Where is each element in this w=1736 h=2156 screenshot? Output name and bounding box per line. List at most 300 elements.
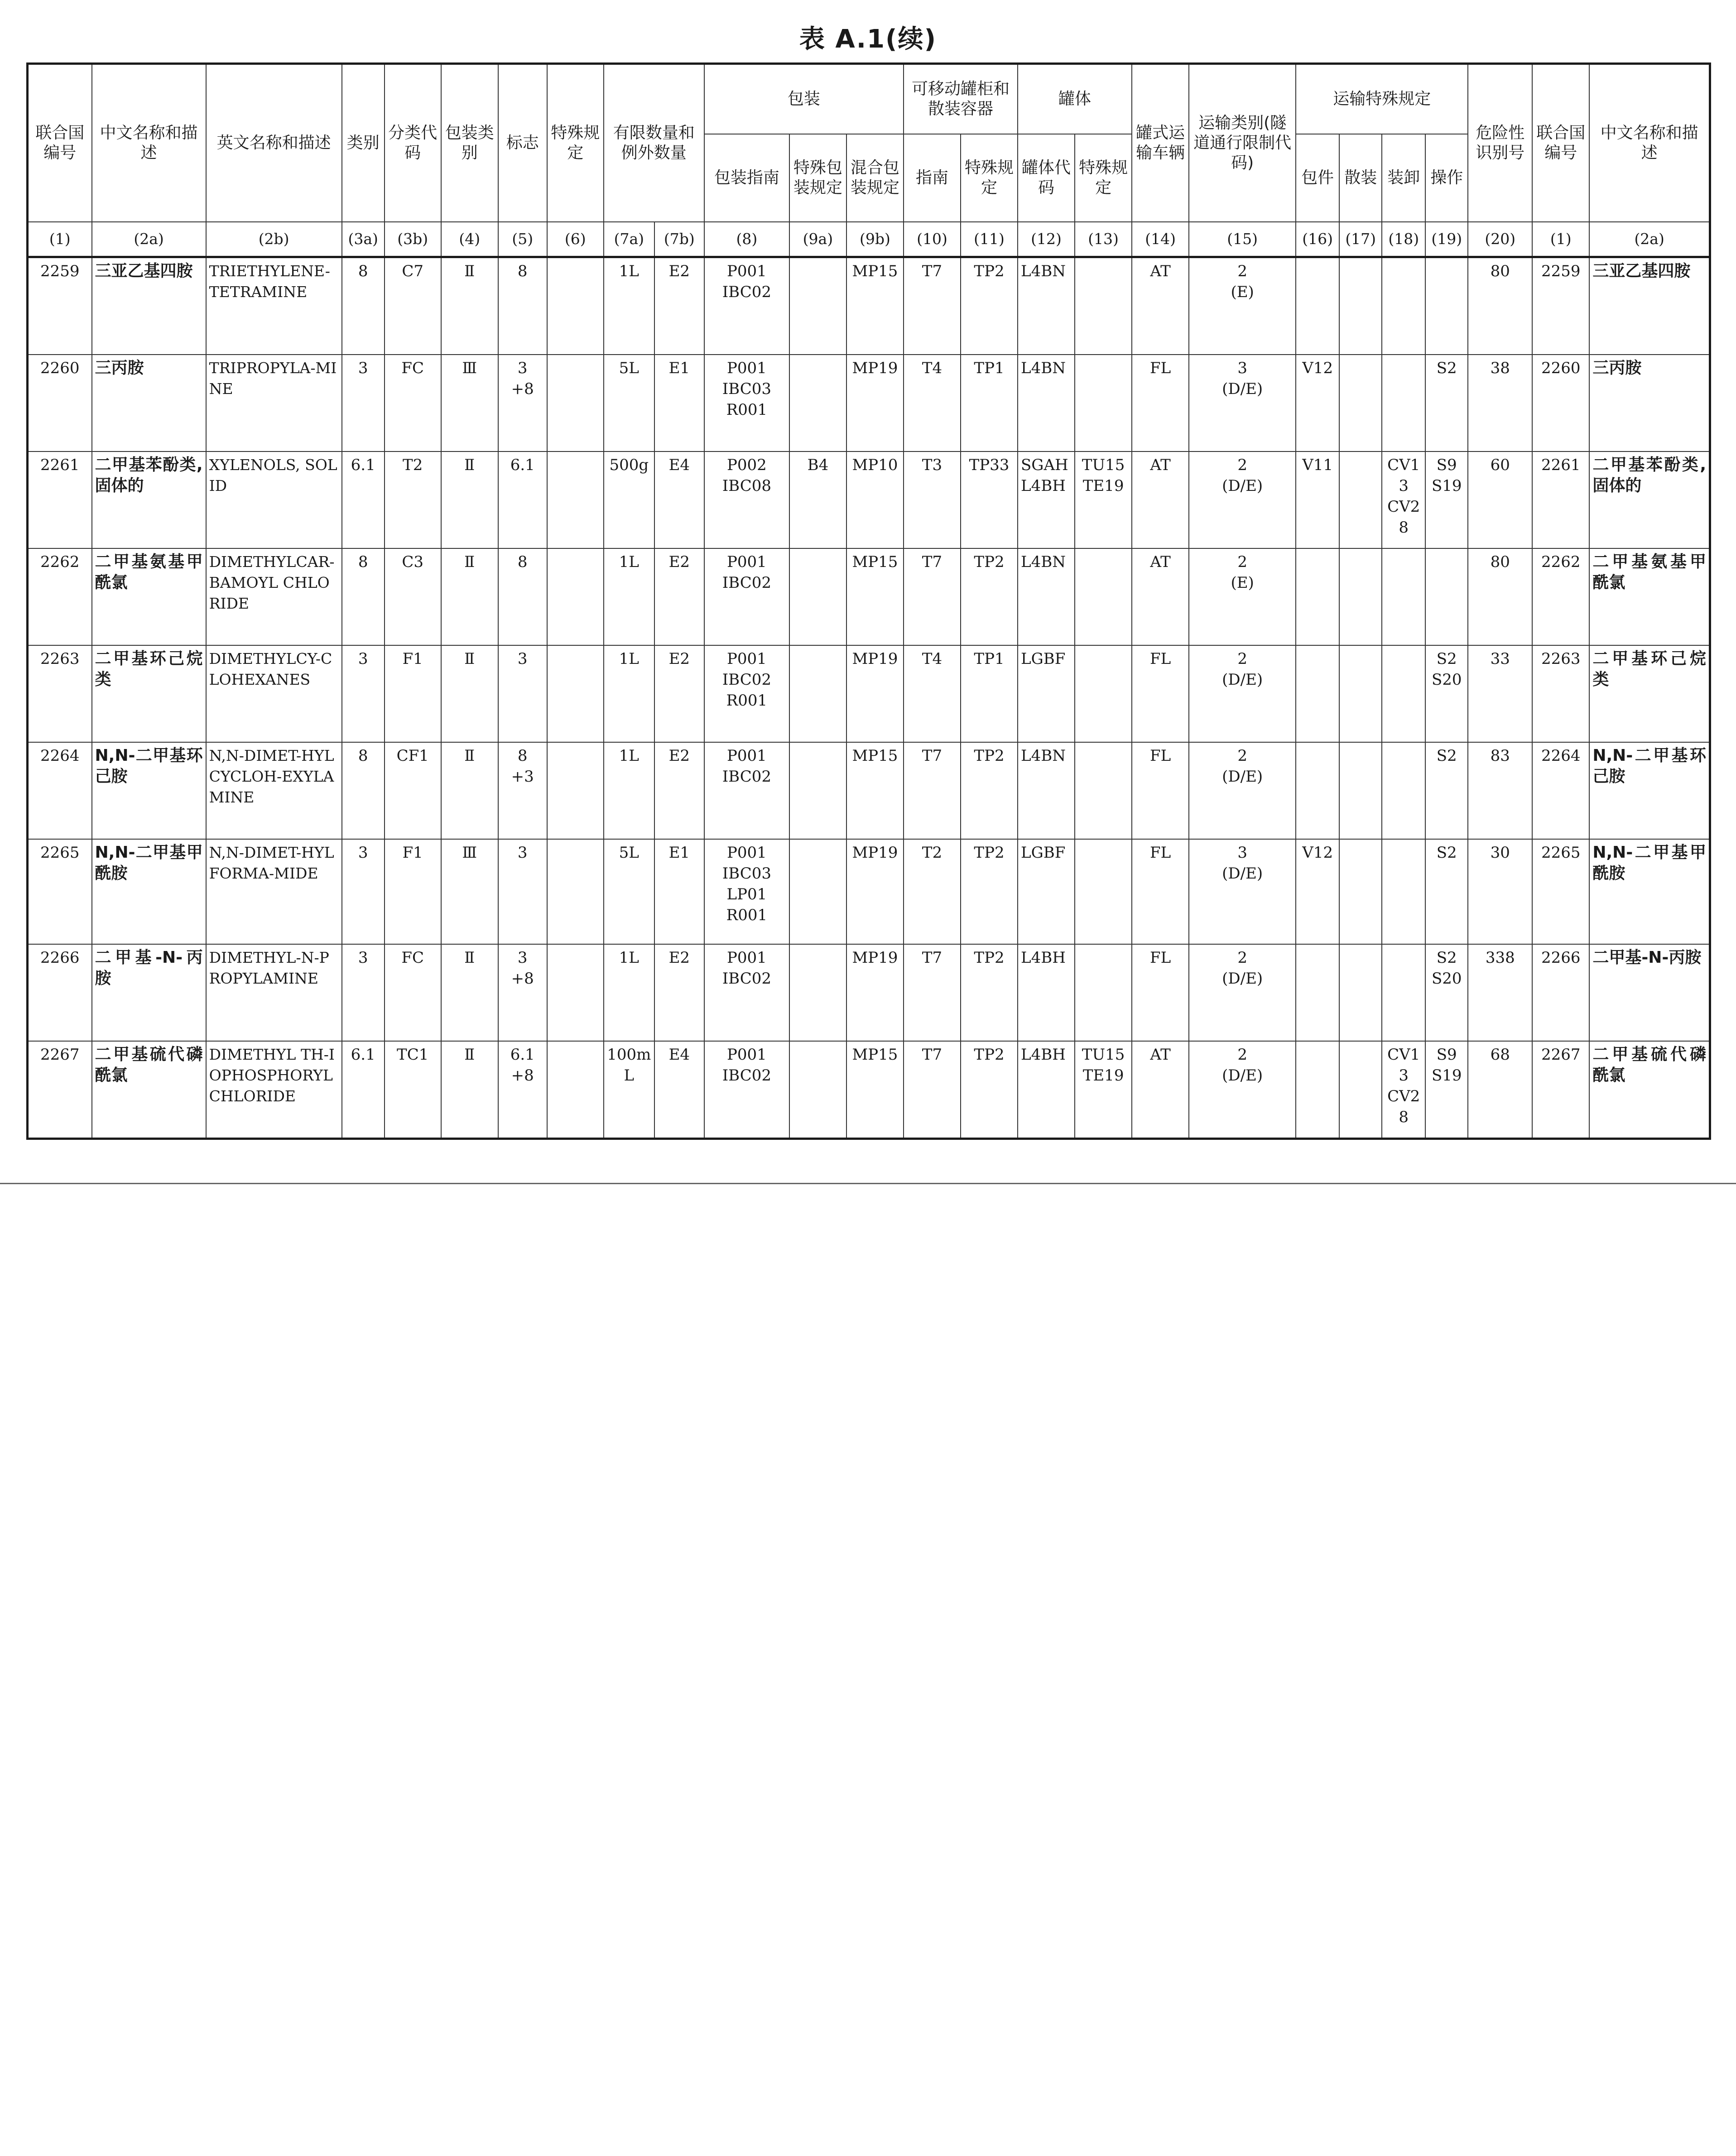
name-zh-cell: 二甲基环己烷类 [92,645,206,742]
mixed-pack-cell: MP15 [846,257,904,355]
tank-special-cell [1075,645,1132,742]
ts-loading-cell [1382,257,1425,355]
header-un-no-repeat: 联合国编号 [1532,64,1589,222]
ts-bulk-cell [1339,645,1382,742]
table-body [28,257,1710,1139]
excepted-qty-cell: E2 [654,645,704,742]
name-en-cell: DIMETHYL-N-PROPYLAMINE [206,944,342,1041]
mixed-pack-cell: MP15 [846,742,904,839]
un-no-cell: 2261 [28,451,92,548]
hazard-id-cell: 80 [1468,548,1532,645]
header-tank-special: 特殊规定 [1075,134,1132,222]
ts-bulk-cell [1339,944,1382,1041]
special-provisions-cell [547,451,604,548]
transport-category-cell: 2 (D/E) [1189,645,1296,742]
mixed-pack-cell: MP19 [846,645,904,742]
header-portable-tank: 可移动罐柜和散装容器 [904,64,1018,134]
un-no-cell: 2264 [28,742,92,839]
header-ts-bulk: 散装 [1339,134,1382,222]
excepted-qty-cell: E4 [654,1041,704,1139]
header-pt-instruction: 指南 [904,134,961,222]
col-number: (8) [704,222,789,257]
tank-special-cell [1075,839,1132,944]
hazard-id-cell: 80 [1468,257,1532,355]
name-zh-cell: 二甲基氨基甲酰氯 [92,548,206,645]
pt-instruction-cell: T7 [904,944,961,1041]
pt-instruction-cell: T7 [904,1041,961,1139]
transport-category-cell: 2 (E) [1189,257,1296,355]
header-special-provisions: 特殊规定 [547,64,604,222]
pack-instruction-cell: P001 IBC02 [704,548,789,645]
pt-instruction-cell: T7 [904,742,961,839]
class-code-cell: F1 [385,645,441,742]
packing-group-cell: Ⅱ [441,944,498,1041]
ts-package-cell [1296,548,1339,645]
pack-special-cell [789,944,846,1041]
tank-special-cell [1075,742,1132,839]
limited-qty-cell: 1L [604,548,654,645]
tank-vehicle-cell: AT [1132,1041,1189,1139]
name-en-cell: XYLENOLS, SOLID [206,451,342,548]
pack-instruction-cell: P001 IBC02 [704,944,789,1041]
ts-package-cell: V11 [1296,451,1339,548]
table-row [28,839,1710,944]
ts-operation-cell [1425,257,1468,355]
transport-category-cell: 2 (D/E) [1189,451,1296,548]
ts-package-cell [1296,257,1339,355]
name-zh-repeat-cell: 三亚乙基四胺 [1589,257,1710,355]
col-number: (11) [961,222,1018,257]
mixed-pack-cell: MP15 [846,1041,904,1139]
header-transport-category: 运输类别(隧道通行限制代码) [1189,64,1296,222]
col-number: (10) [904,222,961,257]
pack-special-cell: B4 [789,451,846,548]
labels-cell: 3 +8 [498,944,547,1041]
special-provisions-cell [547,355,604,451]
ts-bulk-cell [1339,742,1382,839]
pt-special-cell: TP1 [961,645,1018,742]
labels-cell: 3 [498,645,547,742]
mixed-pack-cell: MP19 [846,355,904,451]
class-cell: 6.1 [342,1041,385,1139]
col-number: (7a) [604,222,654,257]
hazard-id-cell: 33 [1468,645,1532,742]
excepted-qty-cell: E1 [654,355,704,451]
labels-cell: 3 +8 [498,355,547,451]
pack-instruction-cell: P001 IBC03 R001 [704,355,789,451]
un-no-cell: 2262 [28,548,92,645]
limited-qty-cell: 100mL [604,1041,654,1139]
col-number: (17) [1339,222,1382,257]
limited-qty-cell: 1L [604,645,654,742]
hazard-id-cell: 30 [1468,839,1532,944]
header-row-column-numbers [28,222,1710,257]
special-provisions-cell [547,548,604,645]
col-number: (4) [441,222,498,257]
ts-loading-cell [1382,548,1425,645]
pt-special-cell: TP2 [961,944,1018,1041]
class-code-cell: F1 [385,839,441,944]
mixed-pack-cell: MP19 [846,944,904,1041]
tank-code-cell: L4BN [1018,355,1075,451]
tank-code-cell: LGBF [1018,839,1075,944]
col-number: (7b) [654,222,704,257]
tank-special-cell [1075,548,1132,645]
pack-instruction-cell: P001 IBC02 [704,742,789,839]
header-ts-operation: 操作 [1425,134,1468,222]
col-number: (15) [1189,222,1296,257]
name-zh-repeat-cell: 二甲基硫代磷酰氯 [1589,1041,1710,1139]
name-zh-cell: 三丙胺 [92,355,206,451]
pack-special-cell [789,839,846,944]
header-ts-loading: 装卸 [1382,134,1425,222]
un-no-repeat-cell: 2263 [1532,645,1589,742]
name-zh-cell: N,N-二甲基环己胺 [92,742,206,839]
un-no-cell: 2260 [28,355,92,451]
class-cell: 3 [342,944,385,1041]
header-name-zh-repeat: 中文名称和描述 [1589,64,1710,222]
col-number: (13) [1075,222,1132,257]
header-mixed-pack: 混合包装规定 [846,134,904,222]
col-number: (1) [1532,222,1589,257]
packing-group-cell: Ⅱ [441,548,498,645]
class-cell: 3 [342,839,385,944]
tank-code-cell: L4BN [1018,257,1075,355]
table-row [28,355,1710,451]
page-divider-line [0,1183,1736,1184]
tank-code-cell: L4BN [1018,548,1075,645]
ts-bulk-cell [1339,839,1382,944]
limited-qty-cell: 500g [604,451,654,548]
labels-cell: 3 [498,839,547,944]
special-provisions-cell [547,1041,604,1139]
col-number: (6) [547,222,604,257]
class-cell: 6.1 [342,451,385,548]
ts-operation-cell [1425,548,1468,645]
un-no-cell: 2266 [28,944,92,1041]
limited-qty-cell: 5L [604,355,654,451]
header-name-zh: 中文名称和描述 [92,64,206,222]
class-code-cell: FC [385,355,441,451]
tank-vehicle-cell: AT [1132,257,1189,355]
dangerous-goods-table [26,62,1711,1140]
ts-package-cell [1296,645,1339,742]
excepted-qty-cell: E1 [654,839,704,944]
pt-instruction-cell: T2 [904,839,961,944]
name-en-cell: DIMETHYLCY-CLOHEXANES [206,645,342,742]
ts-loading-cell [1382,839,1425,944]
name-en-cell: TRIETHYLENE-TETRAMINE [206,257,342,355]
ts-loading-cell [1382,355,1425,451]
class-code-cell: T2 [385,451,441,548]
transport-category-cell: 2 (D/E) [1189,944,1296,1041]
ts-bulk-cell [1339,257,1382,355]
ts-loading-cell [1382,645,1425,742]
table-row [28,742,1710,839]
header-pt-special: 特殊规定 [961,134,1018,222]
tank-vehicle-cell: FL [1132,839,1189,944]
un-no-repeat-cell: 2260 [1532,355,1589,451]
ts-package-cell [1296,742,1339,839]
special-provisions-cell [547,645,604,742]
col-number: (16) [1296,222,1339,257]
un-no-cell: 2265 [28,839,92,944]
ts-bulk-cell [1339,1041,1382,1139]
header-tank-code: 罐体代码 [1018,134,1075,222]
ts-operation-cell: S2 [1425,355,1468,451]
transport-category-cell: 3 (D/E) [1189,839,1296,944]
pt-special-cell: TP2 [961,742,1018,839]
un-no-cell: 2259 [28,257,92,355]
ts-operation-cell: S9 S19 [1425,451,1468,548]
header-row-top [28,64,1710,134]
table-row [28,944,1710,1041]
table-row [28,548,1710,645]
packing-group-cell: Ⅱ [441,645,498,742]
un-no-repeat-cell: 2261 [1532,451,1589,548]
un-no-cell: 2263 [28,645,92,742]
labels-cell: 6.1 [498,451,547,548]
hazard-id-cell: 68 [1468,1041,1532,1139]
pack-instruction-cell: P001 IBC02 [704,257,789,355]
ts-operation-cell: S2 S20 [1425,645,1468,742]
transport-category-cell: 2 (D/E) [1189,1041,1296,1139]
table-row [28,451,1710,548]
class-code-cell: CF1 [385,742,441,839]
mixed-pack-cell: MP19 [846,839,904,944]
excepted-qty-cell: E4 [654,451,704,548]
table-row [28,645,1710,742]
col-number: (12) [1018,222,1075,257]
ts-package-cell [1296,944,1339,1041]
packing-group-cell: Ⅲ [441,355,498,451]
name-zh-repeat-cell: N,N-二甲基环己胺 [1589,742,1710,839]
pt-special-cell: TP2 [961,257,1018,355]
pt-special-cell: TP1 [961,355,1018,451]
packing-group-cell: Ⅱ [441,451,498,548]
tank-vehicle-cell: FL [1132,645,1189,742]
header-un-no: 联合国编号 [28,64,92,222]
pt-special-cell: TP33 [961,451,1018,548]
mixed-pack-cell: MP15 [846,548,904,645]
packing-group-cell: Ⅱ [441,742,498,839]
header-class-code: 分类代码 [385,64,441,222]
table-row [28,1041,1710,1139]
pt-instruction-cell: T4 [904,355,961,451]
col-number: (2a) [92,222,206,257]
col-number: (18) [1382,222,1425,257]
special-provisions-cell [547,839,604,944]
dangerous-goods-table-wrapper [26,62,1711,1140]
col-number: (2a) [1589,222,1710,257]
transport-category-cell: 2 (D/E) [1189,742,1296,839]
labels-cell: 8 [498,257,547,355]
header-hazard-id: 危险性识别号 [1468,64,1532,222]
name-zh-repeat-cell: N,N-二甲基甲酰胺 [1589,839,1710,944]
un-no-repeat-cell: 2262 [1532,548,1589,645]
class-cell: 3 [342,355,385,451]
tank-vehicle-cell: FL [1132,355,1189,451]
tank-vehicle-cell: FL [1132,944,1189,1041]
tank-vehicle-cell: AT [1132,451,1189,548]
limited-qty-cell: 5L [604,839,654,944]
hazard-id-cell: 60 [1468,451,1532,548]
name-zh-cell: 三亚乙基四胺 [92,257,206,355]
col-number: (14) [1132,222,1189,257]
pt-special-cell: TP2 [961,839,1018,944]
pack-special-cell [789,742,846,839]
name-en-cell: TRIPROPYLA-MINE [206,355,342,451]
pt-instruction-cell: T7 [904,548,961,645]
ts-bulk-cell [1339,548,1382,645]
ts-loading-cell: CV13 CV28 [1382,451,1425,548]
packing-group-cell: Ⅱ [441,1041,498,1139]
tank-code-cell: LGBF [1018,645,1075,742]
tank-special-cell: TU15 TE19 [1075,1041,1132,1139]
excepted-qty-cell: E2 [654,742,704,839]
col-number: (19) [1425,222,1468,257]
pt-instruction-cell: T7 [904,257,961,355]
class-cell: 3 [342,645,385,742]
transport-category-cell: 2 (E) [1189,548,1296,645]
packing-group-cell: Ⅱ [441,257,498,355]
limited-qty-cell: 1L [604,742,654,839]
header-tank-vehicle: 罐式运输车辆 [1132,64,1189,222]
special-provisions-cell [547,944,604,1041]
hazard-id-cell: 83 [1468,742,1532,839]
pt-instruction-cell: T3 [904,451,961,548]
header-ts-package: 包件 [1296,134,1339,222]
pt-special-cell: TP2 [961,1041,1018,1139]
un-no-repeat-cell: 2264 [1532,742,1589,839]
header-limited-qty: 有限数量和例外数量 [604,64,704,222]
pack-special-cell [789,548,846,645]
tank-special-cell [1075,257,1132,355]
pack-instruction-cell: P001 IBC02 R001 [704,645,789,742]
tank-vehicle-cell: AT [1132,548,1189,645]
mixed-pack-cell: MP10 [846,451,904,548]
col-number: (3a) [342,222,385,257]
name-zh-repeat-cell: 二甲基氨基甲酰氯 [1589,548,1710,645]
header-pack-instruction: 包装指南 [704,134,789,222]
special-provisions-cell [547,257,604,355]
header-packaging: 包装 [704,64,904,134]
un-no-repeat-cell: 2259 [1532,257,1589,355]
pt-instruction-cell: T4 [904,645,961,742]
class-code-cell: C3 [385,548,441,645]
name-zh-cell: 二甲基苯酚类,固体的 [92,451,206,548]
class-cell: 8 [342,742,385,839]
pack-instruction-cell: P001 IBC03 LP01 R001 [704,839,789,944]
excepted-qty-cell: E2 [654,548,704,645]
col-number: (5) [498,222,547,257]
excepted-qty-cell: E2 [654,944,704,1041]
un-no-repeat-cell: 2265 [1532,839,1589,944]
ts-bulk-cell [1339,355,1382,451]
ts-loading-cell: CV13 CV28 [1382,1041,1425,1139]
tank-vehicle-cell: FL [1132,742,1189,839]
header-labels: 标志 [498,64,547,222]
pack-instruction-cell: P002 IBC08 [704,451,789,548]
name-zh-repeat-cell: 二甲基苯酚类,固体的 [1589,451,1710,548]
col-number: (1) [28,222,92,257]
tank-code-cell: L4BN [1018,742,1075,839]
limited-qty-cell: 1L [604,944,654,1041]
un-no-repeat-cell: 2267 [1532,1041,1589,1139]
tank-special-cell: TU15 TE19 [1075,451,1132,548]
tank-special-cell [1075,355,1132,451]
ts-operation-cell: S9 S19 [1425,1041,1468,1139]
name-en-cell: N,N-DIMET-HYLFORMA-MIDE [206,839,342,944]
header-pack-special: 特殊包装规定 [789,134,846,222]
ts-operation-cell: S2 [1425,839,1468,944]
header-tank: 罐体 [1018,64,1132,134]
limited-qty-cell: 1L [604,257,654,355]
hazard-id-cell: 338 [1468,944,1532,1041]
name-en-cell: DIMETHYLCAR-BAMOYL CHLORIDE [206,548,342,645]
table-row [28,257,1710,355]
class-code-cell: TC1 [385,1041,441,1139]
ts-package-cell: V12 [1296,839,1339,944]
table-title: 表 A.1(续) [799,24,937,54]
pack-special-cell [789,1041,846,1139]
pack-instruction-cell: P001 IBC02 [704,1041,789,1139]
col-number: (2b) [206,222,342,257]
special-provisions-cell [547,742,604,839]
name-zh-repeat-cell: 二甲基环己烷类 [1589,645,1710,742]
tank-code-cell: L4BH [1018,1041,1075,1139]
transport-category-cell: 3 (D/E) [1189,355,1296,451]
hazard-id-cell: 38 [1468,355,1532,451]
name-zh-cell: N,N-二甲基甲酰胺 [92,839,206,944]
name-zh-repeat-cell: 三丙胺 [1589,355,1710,451]
col-number: (9a) [789,222,846,257]
name-zh-repeat-cell: 二甲基-N-丙胺 [1589,944,1710,1041]
name-en-cell: DIMETHYL TH-IOPHOSPHORYL CHLORIDE [206,1041,342,1139]
un-no-cell: 2267 [28,1041,92,1139]
tank-special-cell [1075,944,1132,1041]
ts-loading-cell [1382,742,1425,839]
tank-code-cell: L4BH [1018,944,1075,1041]
ts-loading-cell [1382,944,1425,1041]
labels-cell: 8 [498,548,547,645]
ts-bulk-cell [1339,451,1382,548]
header-transport-special: 运输特殊规定 [1296,64,1468,134]
class-code-cell: C7 [385,257,441,355]
excepted-qty-cell: E2 [654,257,704,355]
labels-cell: 8 +3 [498,742,547,839]
ts-package-cell [1296,1041,1339,1139]
packing-group-cell: Ⅲ [441,839,498,944]
pt-special-cell: TP2 [961,548,1018,645]
name-zh-cell: 二甲基-N-丙胺 [92,944,206,1041]
ts-operation-cell: S2 S20 [1425,944,1468,1041]
ts-package-cell: V12 [1296,355,1339,451]
class-code-cell: FC [385,944,441,1041]
pack-special-cell [789,355,846,451]
header-class: 类别 [342,64,385,222]
name-en-cell: N,N-DIMET-HYLCYCLOH-EXYLAMINE [206,742,342,839]
col-number: (9b) [846,222,904,257]
class-cell: 8 [342,257,385,355]
name-zh-cell: 二甲基硫代磷酰氯 [92,1041,206,1139]
ts-operation-cell: S2 [1425,742,1468,839]
un-no-repeat-cell: 2266 [1532,944,1589,1041]
header-name-en: 英文名称和描述 [206,64,342,222]
class-cell: 8 [342,548,385,645]
col-number: (20) [1468,222,1532,257]
col-number: (3b) [385,222,441,257]
